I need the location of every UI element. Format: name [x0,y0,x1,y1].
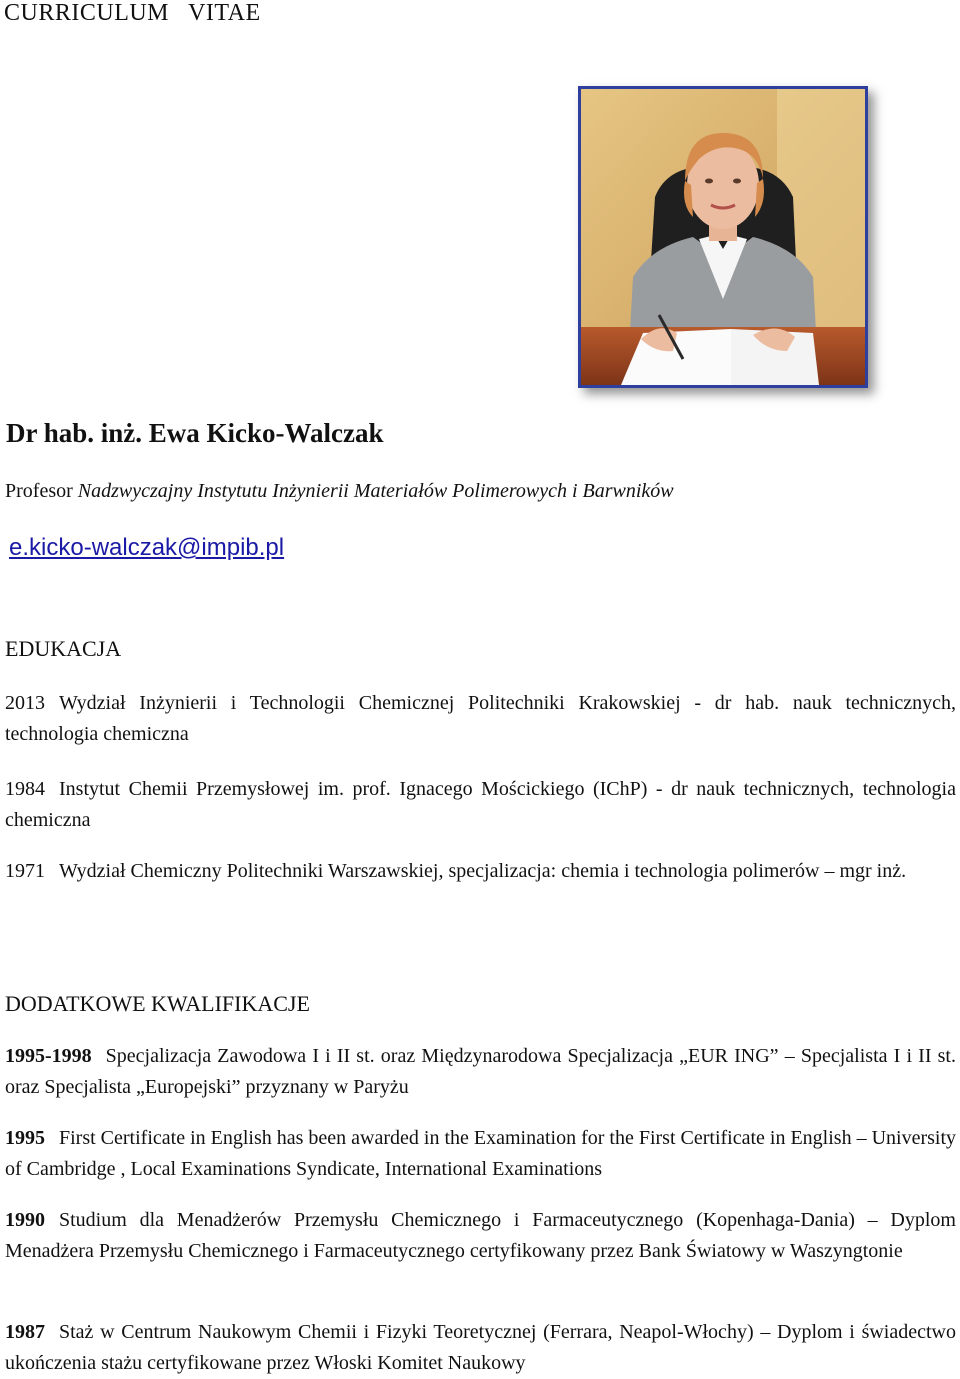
qualification-entry [5,1205,956,1267]
education-heading: EDUKACJA [5,636,122,661]
entry-text: Staż w Centrum Naukowym Chemii i Fizyki Teoretycznej (Ferrara, Neapol-Włochy) – Dyplom i świadectwo ukończenia stażu certyfikowane przez Włoski Komitet Naukowy [5,1321,956,1374]
entry-year: 1971 [5,860,45,882]
entry-text: Instytut Chemii Przemysłowej im. prof. Ignacego Mościckiego (IChP) - dr nauk technicznych, technologia chemiczna [5,778,956,831]
person-name: Dr hab. inż. Ewa Kicko-Walczak [6,418,384,448]
entry-text: First Certificate in English has been awarded in the Examination for the First Certificate in English – University of Cambridge , Local Examinations Syndicate, International Examinations [5,1127,957,1180]
entry-year: 2013 [5,692,45,714]
entry-text: Specjalizacja Zawodowa I i II st. oraz Międzynarodowa Specjalizacja „EUR ING” – Specjalista I i II st. oraz Specjalista „Europejski” przyznany w Paryżu [5,1045,956,1098]
entry-text: Wydział Inżynierii i Technologii Chemicznej Politechniki Krakowskiej - dr hab. nauk technicznych, technologia chemiczna [5,692,956,745]
entry-year: 1987 [5,1321,45,1343]
entry-text: Wydział Chemiczny Politechniki Warszawskiej, specjalizacja: chemia i technologia polimerów – mgr inż. [59,860,907,882]
education-entry [5,856,956,887]
entry-year: 1990 [5,1209,45,1231]
email-link[interactable]: e.kicko-walczak@impib.pl [9,534,285,561]
education-entry [5,688,956,750]
academic-position [5,480,674,503]
qualification-entry [5,1123,956,1185]
portrait-photo-icon [578,86,868,388]
position-institution: Nadzwyczajny Instytutu Inżynierii Materiałów Polimerowych i Barwników [77,480,674,502]
page-title: CURRICULUM VITAE [4,0,261,26]
entry-text: Studium dla Menadżerów Przemysłu Chemicznego i Farmaceutycznego (Kopenhaga-Dania) – Dyplom Menadżera Przemysłu Chemicznego i Farmaceutycznego certyfikowany przez Bank Światowy w Waszyngtonie [5,1209,956,1262]
entry-year: 1995-1998 [5,1045,92,1067]
qualification-entry [5,1041,956,1103]
qualification-entry [5,1317,956,1379]
qualifications-heading: DODATKOWE KWALIFIKACJE [5,991,310,1016]
position-title: Profesor [5,480,73,502]
education-entry [5,774,956,836]
entry-year: 1995 [5,1127,45,1149]
entry-year: 1984 [5,778,45,800]
